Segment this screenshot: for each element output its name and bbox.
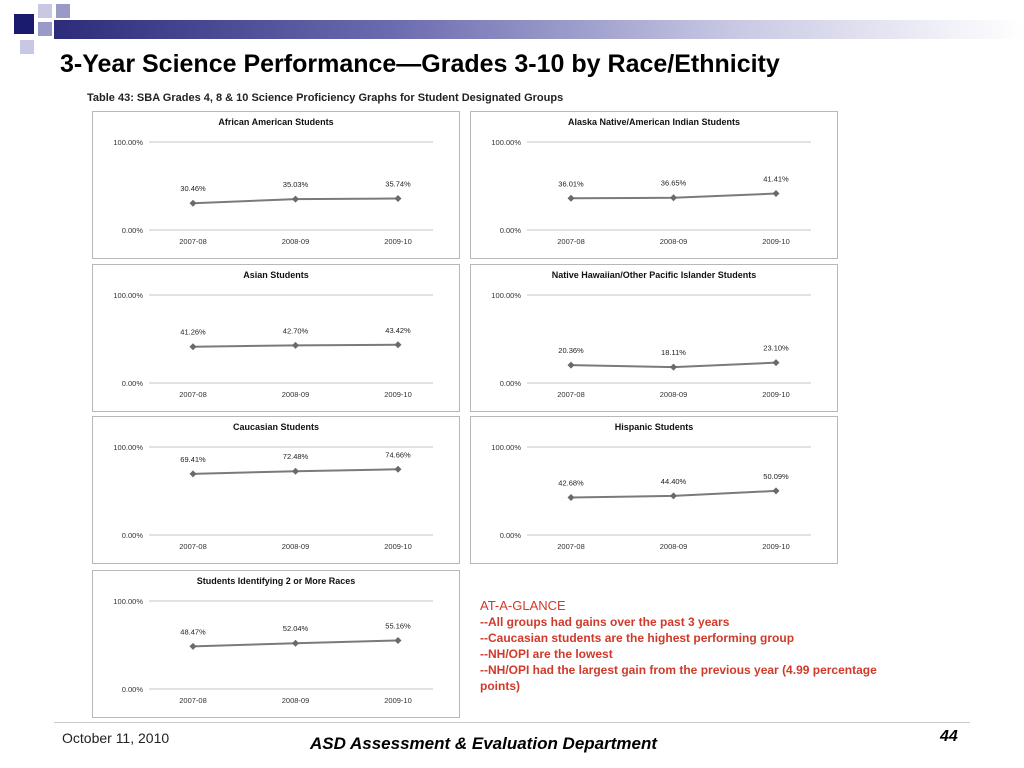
data-label: 42.70% bbox=[282, 326, 309, 336]
data-label: 52.04% bbox=[282, 624, 309, 634]
y-tick-label: 0.00% bbox=[121, 685, 143, 694]
chart-title: African American Students bbox=[218, 117, 334, 127]
x-tick-label: 2007-08 bbox=[179, 696, 207, 705]
x-tick-label: 2009-10 bbox=[384, 237, 412, 246]
glance-line: --NH/OPI are the lowest bbox=[480, 647, 613, 661]
footer-department: ASD Assessment & Evaluation Department bbox=[310, 734, 658, 753]
data-label: 44.40% bbox=[660, 476, 687, 486]
chart-panel bbox=[470, 264, 838, 412]
y-tick-label: 100.00% bbox=[113, 138, 143, 147]
y-tick-label: 100.00% bbox=[491, 443, 521, 452]
x-tick-label: 2009-10 bbox=[762, 542, 790, 551]
x-tick-label: 2008-09 bbox=[281, 542, 310, 551]
data-point bbox=[292, 468, 299, 475]
data-point bbox=[395, 637, 402, 644]
x-tick-label: 2009-10 bbox=[762, 390, 790, 399]
y-tick-label: 100.00% bbox=[491, 291, 521, 300]
data-label: 36.01% bbox=[558, 179, 584, 189]
at-a-glance-box bbox=[480, 598, 880, 694]
chart-title: Caucasian Students bbox=[232, 422, 320, 432]
x-tick-label: 2008-09 bbox=[659, 542, 688, 551]
data-point bbox=[568, 494, 575, 501]
data-label: 35.03% bbox=[282, 180, 309, 190]
x-tick-label: 2007-08 bbox=[179, 237, 207, 246]
data-point bbox=[773, 359, 780, 366]
data-label: 23.10% bbox=[763, 343, 789, 353]
page-number: 44 bbox=[940, 728, 958, 745]
x-tick-label: 2009-10 bbox=[384, 696, 412, 705]
data-label: 36.65% bbox=[660, 178, 687, 188]
data-point bbox=[670, 194, 677, 201]
line-chart bbox=[471, 417, 839, 565]
x-tick-label: 2009-10 bbox=[384, 390, 412, 399]
y-tick-label: 0.00% bbox=[499, 531, 521, 540]
data-label: 74.66% bbox=[385, 450, 411, 460]
chart-title: Alaska Native/American Indian Students bbox=[567, 117, 741, 127]
data-label: 42.68% bbox=[558, 478, 584, 488]
at-a-glance-heading: AT-A-GLANCE bbox=[480, 598, 566, 613]
y-tick-label: 0.00% bbox=[499, 226, 521, 235]
data-point bbox=[292, 196, 299, 203]
table-caption: Table 43: SBA Grades 4, 8 & 10 Science Proficiency Graphs for Student Designated Groups bbox=[87, 92, 564, 104]
line-chart bbox=[93, 112, 461, 260]
data-point bbox=[670, 364, 677, 371]
y-tick-label: 100.00% bbox=[113, 597, 143, 606]
data-point bbox=[395, 341, 402, 348]
data-label: 48.47% bbox=[180, 627, 206, 637]
line-chart bbox=[471, 112, 839, 260]
y-tick-label: 100.00% bbox=[491, 138, 521, 147]
data-point bbox=[292, 342, 299, 349]
x-tick-label: 2008-09 bbox=[281, 237, 310, 246]
y-tick-label: 100.00% bbox=[113, 291, 143, 300]
line-chart bbox=[471, 265, 839, 413]
data-label: 30.46% bbox=[180, 184, 206, 194]
chart-panel bbox=[470, 111, 838, 259]
y-tick-label: 0.00% bbox=[499, 379, 521, 388]
x-tick-label: 2007-08 bbox=[179, 390, 207, 399]
chart-title: Hispanic Students bbox=[614, 422, 694, 432]
chart-panel bbox=[92, 111, 460, 259]
data-point bbox=[395, 195, 402, 202]
data-label: 41.26% bbox=[180, 327, 206, 337]
chart-panel bbox=[470, 416, 838, 564]
chart-panel bbox=[92, 570, 460, 718]
x-tick-label: 2008-09 bbox=[659, 390, 688, 399]
data-label: 55.16% bbox=[385, 621, 411, 631]
data-label: 18.11% bbox=[661, 348, 686, 358]
data-label: 35.74% bbox=[385, 179, 411, 189]
y-tick-label: 0.00% bbox=[121, 226, 143, 235]
data-point bbox=[568, 195, 575, 202]
data-point bbox=[190, 343, 197, 350]
footer-date: October 11, 2010 bbox=[62, 730, 170, 746]
data-label: 41.41% bbox=[763, 174, 789, 184]
footer-divider bbox=[54, 722, 970, 723]
data-point bbox=[773, 190, 780, 197]
data-point bbox=[292, 640, 299, 647]
x-tick-label: 2007-08 bbox=[179, 542, 207, 551]
data-point bbox=[190, 200, 197, 207]
x-tick-label: 2007-08 bbox=[557, 237, 585, 246]
data-point bbox=[568, 362, 575, 369]
line-chart bbox=[93, 265, 461, 413]
glance-line: --NH/OPI had the largest gain from the previous year (4.99 percentage points) bbox=[480, 663, 877, 693]
y-tick-label: 100.00% bbox=[113, 443, 143, 452]
chart-title: Asian Students bbox=[243, 270, 309, 280]
x-tick-label: 2008-09 bbox=[281, 696, 310, 705]
data-label: 20.36% bbox=[558, 346, 584, 356]
slide-title: 3-Year Science Performance—Grades 3-10 by Race/Ethnicity bbox=[60, 50, 780, 78]
data-label: 69.41% bbox=[180, 454, 206, 464]
data-point bbox=[670, 492, 677, 499]
y-tick-label: 0.00% bbox=[121, 379, 143, 388]
line-chart bbox=[93, 571, 461, 719]
chart-panel bbox=[92, 264, 460, 412]
chart-title: Native Hawaiian/Other Pacific Islander Students bbox=[551, 270, 757, 280]
data-label: 43.42% bbox=[385, 325, 411, 335]
glance-line: --Caucasian students are the highest performing group bbox=[480, 631, 795, 645]
x-tick-label: 2007-08 bbox=[557, 542, 585, 551]
chart-panel bbox=[92, 416, 460, 564]
data-label: 72.48% bbox=[282, 452, 309, 462]
line-chart bbox=[93, 417, 461, 565]
x-tick-label: 2009-10 bbox=[762, 237, 790, 246]
data-point bbox=[190, 470, 197, 477]
x-tick-label: 2008-09 bbox=[281, 390, 310, 399]
x-tick-label: 2007-08 bbox=[557, 390, 585, 399]
data-point bbox=[395, 466, 402, 473]
data-label: 50.09% bbox=[763, 471, 789, 481]
x-tick-label: 2008-09 bbox=[659, 237, 688, 246]
x-tick-label: 2009-10 bbox=[384, 542, 412, 551]
y-tick-label: 0.00% bbox=[121, 531, 143, 540]
data-point bbox=[190, 643, 197, 650]
chart-title: Students Identifying 2 or More Races bbox=[196, 576, 356, 586]
glance-line: --All groups had gains over the past 3 years bbox=[480, 615, 730, 629]
data-point bbox=[773, 487, 780, 494]
